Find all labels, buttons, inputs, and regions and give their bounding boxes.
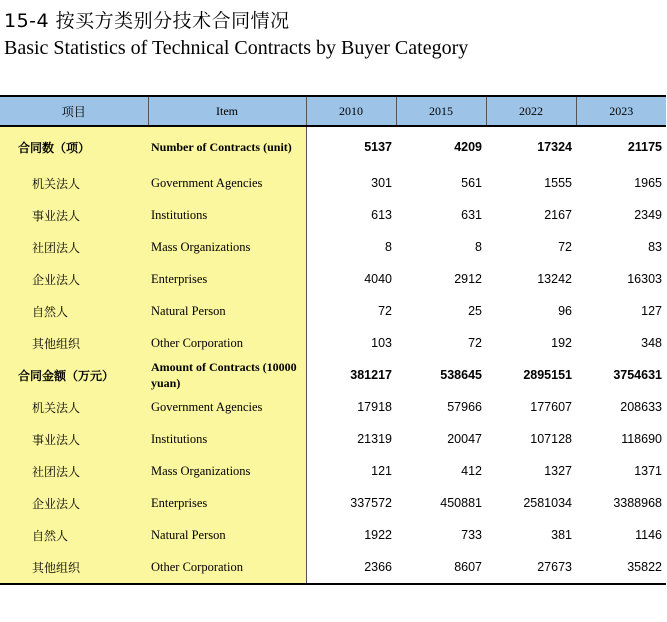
value-cell-2023: 3388968: [613, 496, 662, 510]
value-cell-2023: 2349: [634, 208, 662, 222]
value-cell-2023: 3754631: [613, 368, 662, 382]
header-year-2015: 2015: [396, 96, 486, 126]
row-label-cn: 其他组织: [0, 551, 148, 584]
value-cell-2015: 561: [461, 176, 482, 190]
row-label-en: Number of Contracts (unit): [148, 126, 306, 167]
value-cell-2022: 17324: [537, 140, 572, 154]
table-row: [0, 391, 666, 423]
row-label-en: Institutions: [148, 199, 306, 231]
value-cell-2023: 21175: [627, 140, 662, 154]
value-cell-2015: 412: [461, 464, 482, 478]
row-label-cn: 自然人: [0, 519, 148, 551]
value-cell-2022: 2581034: [523, 496, 572, 510]
value-cell-2015: 8607: [396, 551, 486, 584]
value-cell-2022: 2895151: [523, 368, 572, 382]
value-cell-2010: 72: [378, 304, 392, 318]
row-label-cn: 社团法人: [0, 455, 148, 487]
value-cell-2023: 83: [648, 240, 662, 254]
value-cell-2015: 631: [461, 208, 482, 222]
row-label-en: Amount of Contracts (10000 yuan): [148, 359, 306, 391]
table-row: [0, 487, 666, 519]
row-label-en: Government Agencies: [148, 391, 306, 423]
row-label-en: Other Corporation: [148, 327, 306, 359]
table-row: [0, 327, 666, 359]
value-cell-2010: 103: [371, 336, 392, 350]
value-cell-2015: 4209: [454, 140, 482, 154]
header-item-cn: 项目: [0, 96, 148, 126]
table-row: [0, 231, 666, 263]
value-cell-2015: 2912: [454, 272, 482, 286]
value-cell-2015: 57966: [447, 400, 482, 414]
value-cell-2010: 381217: [350, 368, 392, 382]
value-cell-2023: 127: [641, 304, 662, 318]
value-cell-2015: 72: [468, 336, 482, 350]
value-cell-2010: 8: [385, 240, 392, 254]
statistics-table: [0, 95, 666, 585]
value-cell-2010: 21319: [357, 432, 392, 446]
row-label-en: Mass Organizations: [148, 231, 306, 263]
row-label-en: Natural Person: [148, 295, 306, 327]
value-cell-2023: 1146: [635, 528, 662, 542]
value-cell-2010: 2366: [306, 551, 396, 584]
table-total-row: [0, 126, 666, 167]
value-cell-2022: 107128: [530, 432, 572, 446]
table-row: [0, 423, 666, 455]
value-cell-2023: 208633: [620, 400, 662, 414]
value-cell-2023: 1371: [634, 464, 662, 478]
value-cell-2015: 8: [475, 240, 482, 254]
row-label-cn: 自然人: [0, 295, 148, 327]
value-cell-2015: 450881: [440, 496, 482, 510]
row-label-cn: 机关法人: [0, 167, 148, 199]
table-row: [0, 551, 666, 584]
header-row: [0, 96, 666, 126]
value-cell-2022: 2167: [544, 208, 572, 222]
value-cell-2023: 35822: [576, 551, 666, 584]
row-label-cn: 事业法人: [0, 423, 148, 455]
row-label-cn: 机关法人: [0, 391, 148, 423]
value-cell-2010: 613: [371, 208, 392, 222]
row-label-cn: 企业法人: [0, 263, 148, 295]
table-title-chinese: 15-4 按买方类别分技术合同情况: [4, 10, 290, 32]
value-cell-2010: 17918: [357, 400, 392, 414]
table-row: [0, 167, 666, 199]
table-row: [0, 455, 666, 487]
row-label-cn: 合同数（项）: [0, 126, 148, 167]
value-cell-2022: 192: [551, 336, 572, 350]
row-label-cn: 社团法人: [0, 231, 148, 263]
table-row: [0, 519, 666, 551]
value-cell-2015: 733: [461, 528, 482, 542]
row-label-en: Institutions: [148, 423, 306, 455]
value-cell-2015: 20047: [447, 432, 482, 446]
row-label-en: Enterprises: [148, 487, 306, 519]
value-cell-2010: 337572: [350, 496, 392, 510]
value-cell-2010: 4040: [364, 272, 392, 286]
row-label-cn: 其他组织: [0, 327, 148, 359]
value-cell-2022: 96: [558, 304, 572, 318]
row-label-en: Government Agencies: [148, 167, 306, 199]
value-cell-2022: 1555: [544, 176, 572, 190]
table-title-english: Basic Statistics of Technical Contracts by Buyer Category: [4, 37, 469, 59]
value-cell-2015: 25: [468, 304, 482, 318]
value-cell-2022: 381: [551, 528, 572, 542]
header-year-2010: 2010: [306, 96, 396, 126]
header-year-2022: 2022: [486, 96, 576, 126]
row-label-cn: 事业法人: [0, 199, 148, 231]
value-cell-2010: 121: [371, 464, 392, 478]
value-cell-2010: 1922: [364, 528, 392, 542]
value-cell-2023: 1965: [634, 176, 662, 190]
header-year-2023: 2023: [576, 96, 666, 126]
value-cell-2010: 5137: [364, 140, 392, 154]
row-label-cn: 企业法人: [0, 487, 148, 519]
row-label-en: Enterprises: [148, 263, 306, 295]
value-cell-2010: 301: [371, 176, 392, 190]
table-row: [0, 295, 666, 327]
row-label-en: Mass Organizations: [148, 455, 306, 487]
value-cell-2022: 1327: [544, 464, 572, 478]
table-row: [0, 199, 666, 231]
row-label-en: Natural Person: [148, 519, 306, 551]
value-cell-2023: 348: [641, 336, 662, 350]
value-cell-2023: 16303: [627, 272, 662, 286]
row-label-en: Other Corporation: [148, 551, 306, 584]
table-total-row: [0, 359, 666, 391]
value-cell-2022: 177607: [530, 400, 572, 414]
value-cell-2023: 118690: [621, 432, 662, 446]
value-cell-2022: 27673: [486, 551, 576, 584]
header-item-en: Item: [148, 96, 306, 126]
value-cell-2022: 72: [558, 240, 572, 254]
value-cell-2022: 13242: [537, 272, 572, 286]
table-row: [0, 263, 666, 295]
value-cell-2015: 538645: [440, 368, 482, 382]
table-body: [0, 126, 666, 584]
row-label-cn: 合同金额（万元）: [0, 359, 148, 391]
